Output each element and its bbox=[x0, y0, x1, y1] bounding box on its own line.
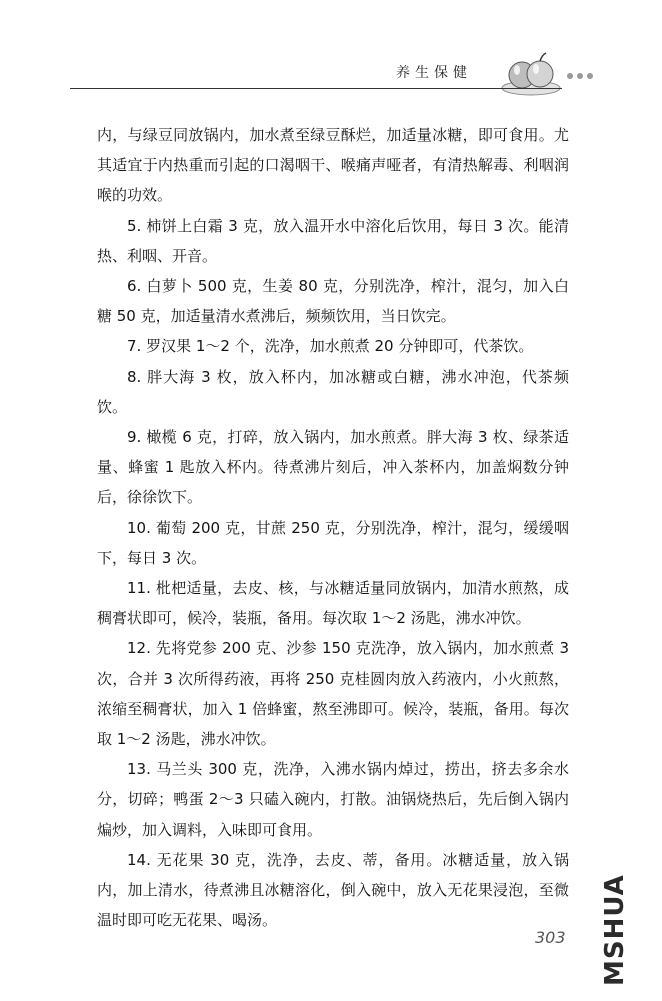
header-divider bbox=[70, 88, 562, 89]
running-header-title: 养生保健 bbox=[396, 65, 472, 81]
watermark-text: MSHUA bbox=[600, 874, 630, 986]
page-number: 303 bbox=[535, 928, 566, 947]
dot-icon bbox=[577, 73, 583, 79]
paragraph-continued: 内，与绿豆同放锅内，加水煮至绿豆酥烂，加适量冰糖，即可食用。尤其适宜于内热重而引起的口渴咽干、喉痛声哑者，有清热解毒、利咽润喉的功效。 bbox=[97, 126, 569, 205]
paragraph-item-9: 9. 橄榄 6 克，打碎，放入锅内，加水煎煮。胖大海 3 枚、绿茶适量、蜂蜜 1 匙放入杯内。待煮沸片刻后，冲入茶杯内，加盖焖数分钟后，徐徐饮下。 bbox=[97, 428, 569, 507]
paragraph-item-12: 12. 先将党参 200 克、沙参 150 克洗净，放入锅内，加水煎煮 3 次，合并 3 次所得药液，再将 250 克桂圆肉放入药液内，小火煎熬，浓缩至稠膏状，加入 1 倍蜂蜜，熬至沸即可。候冷，装瓶，备用。每次取 1～2 汤匙，沸水冲饮。 bbox=[97, 639, 569, 749]
decorative-dots bbox=[567, 73, 593, 79]
paragraph-item-6: 6. 白萝卜 500 克，生姜 80 克，分别洗净，榨汁，混匀，加入白糖 50 克，加适量清水煮沸后，频频饮用，当日饮完。 bbox=[97, 277, 569, 326]
paragraph-item-10: 10. 葡萄 200 克，甘蔗 250 克，分别洗净，榨汁，混匀，缓缓咽下，每日 3 次。 bbox=[97, 518, 569, 567]
dot-icon bbox=[567, 73, 573, 79]
dot-icon bbox=[587, 73, 593, 79]
paragraph-item-7: 7. 罗汉果 1～2 个，洗净，加水煎煮 20 分钟即可，代茶饮。 bbox=[127, 337, 534, 356]
paragraph-item-5: 5. 柿饼上白霜 3 克，放入温开水中溶化后饮用，每日 3 次。能清热、利咽、开音。 bbox=[97, 216, 569, 265]
paragraph-item-14: 14. 无花果 30 克，洗净，去皮、蒂，备用。冰糖适量，放入锅内，加上清水，待煮沸且冰糖溶化，倒入碗中，放入无花果浸泡，至微温时即可吃无花果、喝汤。 bbox=[97, 850, 569, 930]
paragraph-item-8: 8. 胖大海 3 枚，放入杯内，加冰糖或白糖，沸水冲泡，代茶频饮。 bbox=[97, 367, 569, 416]
paragraph-item-11: 11. 枇杷适量，去皮、核，与冰糖适量同放锅内，加清水煎熬，成稠膏状即可，候冷，装瓶，备用。每次取 1～2 汤匙，沸水冲饮。 bbox=[97, 579, 569, 628]
apple-plate-icon bbox=[500, 50, 562, 96]
paragraph-item-13: 13. 马兰头 300 克，洗净，入沸水锅内焯过，捞出，挤去多余水分，切碎；鸭蛋 2～3 只磕入碗内，打散。油锅烧热后，先后倒入锅内煸炒，加入调料，入味即可食用。 bbox=[97, 760, 569, 839]
page-body bbox=[97, 120, 569, 935]
